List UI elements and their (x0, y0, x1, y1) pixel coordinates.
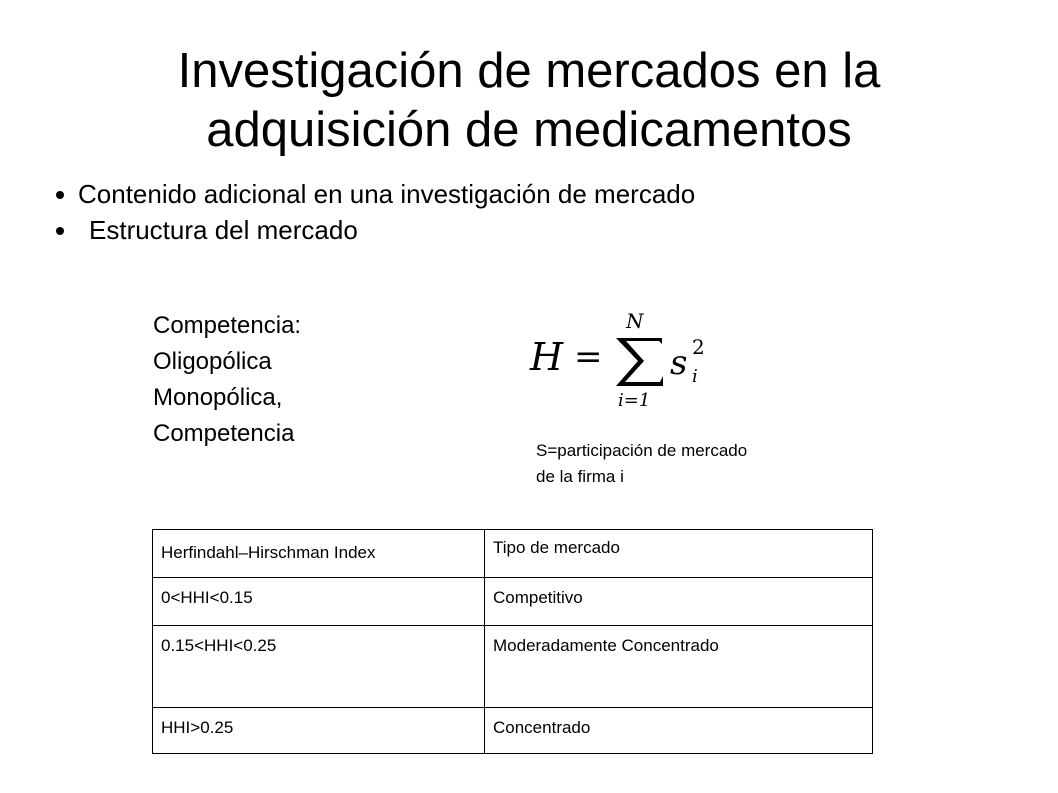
competition-type: Oligopólica (153, 348, 272, 375)
hhi-formula (528, 310, 728, 410)
title-line-1: Investigación de mercados en la (177, 44, 881, 98)
bullet-item: Contenido adicional en una investigación de mercado (56, 176, 695, 212)
formula-upper-limit: N (626, 310, 644, 333)
table-row (153, 578, 873, 626)
table-header-row (153, 530, 873, 578)
slide-title (0, 42, 1058, 160)
note-line-2: de la firma i (536, 467, 624, 486)
bullet-item: Estructura del mercado (56, 212, 695, 248)
hhi-table (152, 529, 873, 754)
formula-exponent: 2 (692, 335, 705, 359)
title-line-2: adquisición de medicamentos (206, 103, 852, 157)
table-row (153, 708, 873, 754)
table-header-cell: Herfindahl–Hirschman Index (153, 530, 485, 578)
formula-subscript: i (692, 366, 698, 387)
table-cell: Competitivo (485, 578, 873, 626)
formula-graphic (528, 310, 728, 410)
note-line-1: S=participación de mercado (536, 441, 748, 460)
sigma-symbol (616, 338, 663, 386)
formula-lhs: H (530, 335, 564, 379)
formula-note (536, 438, 747, 490)
formula-lower-limit: i=1 (618, 390, 651, 410)
competition-types (153, 308, 301, 452)
competition-heading: Competencia: (153, 312, 302, 339)
table-row (153, 626, 873, 708)
formula-equals: = (574, 337, 603, 377)
competition-type: Competencia (153, 420, 295, 447)
table-cell: Concentrado (485, 708, 873, 754)
bullet-list (56, 176, 695, 248)
table-cell: 0.15<HHI<0.25 (153, 626, 485, 708)
table-cell: 0<HHI<0.15 (153, 578, 485, 626)
table-cell: HHI>0.25 (153, 708, 485, 754)
table-header-cell: Tipo de mercado (485, 530, 873, 578)
table-cell: Moderadamente Concentrado (485, 626, 873, 708)
competition-type: Monopólica, (153, 384, 283, 411)
formula-term: s (670, 343, 688, 383)
